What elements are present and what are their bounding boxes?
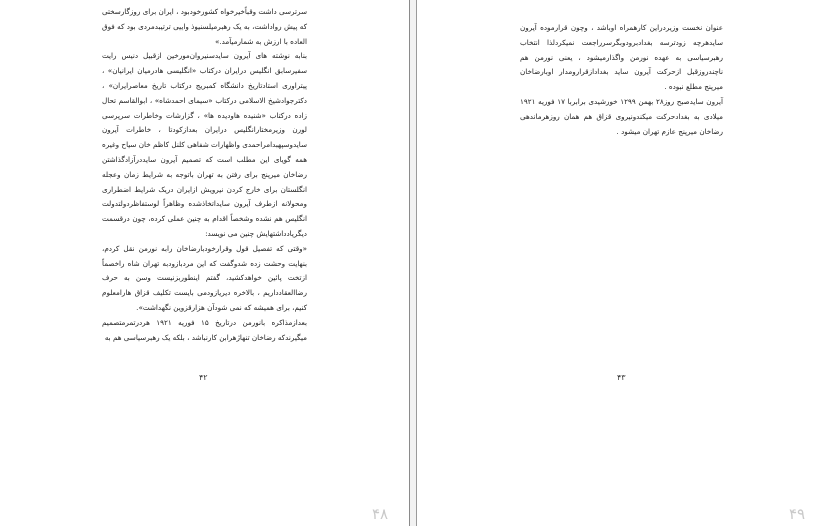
- left-paragraph-3: «وقتی که تفصیل قول وقرارخودبارضاخان رابه نورمن نقل کردم، بنهایت وحشت زده شدوگفت که این مردبازودبه تهران شاه راخصماً ازتخت پائین خواهدکشید، گفتم اینطوربزنیست وسن به حرف رضاالعقادداریم ، بالاخره دیریازودمی بایست تکلیف قزاق هارامعلوم کنیم، برای همیشه که نمی شودآن هزارقزوین نگهداشت».: [102, 243, 307, 312]
- right-page-body: [520, 21, 723, 139]
- left-page-watermark: ۴۸: [372, 505, 389, 523]
- right-page-number: ۴۳: [617, 373, 626, 382]
- right-page: [417, 0, 826, 526]
- left-page-body: [102, 5, 307, 345]
- left-paragraph-4: بعدازمذاکره بانورمن درتاریخ ۱۵ فوریه ۱۹۲۱ هردرتمرمتصمیم میگیرندکه رضاخان تنهاژهرابن کارنباشد ، بلکه یک رهبرسیاسی هم به: [102, 317, 307, 342]
- right-paragraph-2: آیرون سایدصبح روز۲۸ بهمن ۱۲۹۹ خورشیدی برابربا ۱۷ فوریه ۱۹۲۱ میلادی به بغدادحرکت میکندونیروی قزاق هم همان روزهرماندهی رضاخان میرپنج عازم تهران میشود .: [520, 96, 724, 136]
- left-paragraph-2: بنابه نوشته های آیرون سایدسنیروان‌مورخین ازقبیل دنیس رایت سفیرسابق انگلیس درایران درکتاب «انگلیسی هادرمیان ایرانیان» ، پیتراوری استادتاریخ دانشگاه کمبریج درکتاب تاریخ معاصرایران» ، دکترجوادشیخ الاسلامی درکتاب «سیمای احمدشاه» ، ابوالقاسم تحال زاده درکتاب «شنیده هاودیده ها» ، گزارشات وخاطرات سرپرسی لورن وزیرمختارانگلیس درایران بعدازکودتا ، خاطرات آیرون سایدوسپهبدامراحمدی واظهارات شفاهی کلنل کاظم خان سیاح وغیره همه گویای این مطلب است که تصمیم آیرون سایددرآزادگذاشتن رضاخان میرپنج برای رفتن به تهران باتوجه به شرایط زمان وعجله انگلستان برای خارج کردن نیرویش ازایران دریک شرایط اضطراری ومحولانه ازطرف آیرون سایداتخاذشده وظاهراً لوستفاظردولتدولت انگلیس هم نشده وشخصاً اقدام به چنین عملی کرده، چون درقسمت دیگریادداشتهایش چنین می نویسد:: [102, 51, 307, 238]
- right-paragraph-1: عنوان نخست وزیردراین کارهمراه اوباشد ، وچون قرارموده آیرون سایدهرچه زودترسه بغدادبرودوبگرسرراجعت نمیکردلذا انتخاب رهبرسیاسی به عهده نورمن واگذارمیشود ، یعنی نورمن هم ناچندروزقبل ازحرکت آیرون ساید بغدادازقرارومدار اوبارضاخان میرپنج مطلع نبوده .: [520, 23, 723, 92]
- left-page-number: ۴۲: [199, 373, 208, 382]
- left-paragraph-1: سرترسی داشت وقباًخیرخواه کشورخودبود ، ایران برای روزگارسختی که پیش رواداشت، به یک رهبرمیلسنیوذ واییی ترتیبدمردی بود که فوق العاده با ارزش به شمارمیآمد.»: [102, 7, 307, 46]
- book-spine-divider: [409, 0, 417, 526]
- right-page-watermark: ۴۹: [789, 505, 806, 523]
- left-page: [0, 0, 409, 526]
